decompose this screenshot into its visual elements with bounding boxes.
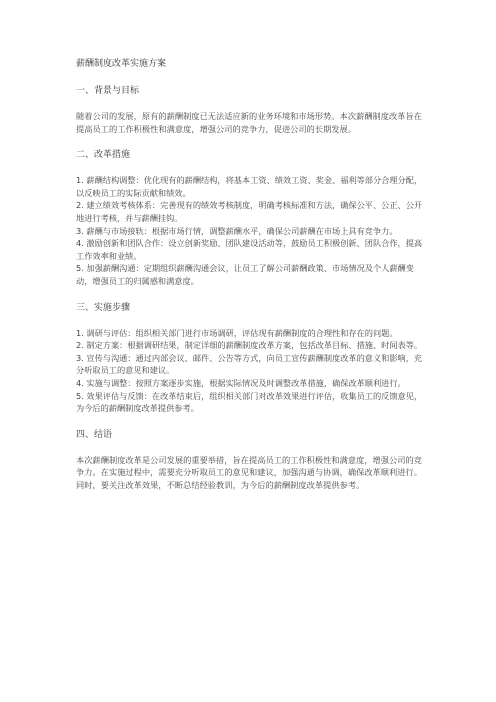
document-body (76, 58, 428, 505)
section-heading: 一、背景与目标 (76, 86, 140, 96)
section-heading: 三、实施步骤 (76, 302, 131, 313)
list-item: 3. 薪酬与市场接轨：根据市场行情，调整薪酬水平，确保公司薪酬在市场上具有竞争力。 (76, 225, 398, 236)
section-conclusion (76, 429, 428, 492)
section-paragraph: 本次薪酬制度改革是公司发展的重要举措，旨在提高员工的工作积极性和满意度，增强公司的竞争力。在实施过程中，需要充分听取员工的意见和建议，加强沟通与协调，确保改革顺利进行。同时，要关注改革效果，不断总结经验教训，为今后的薪酬制度改革提供参考。 (76, 454, 422, 490)
section-heading: 四、结语 (76, 429, 113, 440)
list-item: 1. 调研与评估：组织相关部门进行市场调研，评估现有薪酬制度的合理性和存在的问题。 (76, 327, 398, 338)
section-paragraph: 随着公司的发展，原有的薪酬制度已无法适应新的业务环境和市场形势。本次薪酬制度改革旨在提高员工的工作积极性和满意度，增强公司的竞争力，促进公司的长期发展。 (76, 111, 422, 134)
list-item: 2. 建立绩效考核体系：完善现有的绩效考核制度，明确考核标准和方法，确保公平、公正、公开地进行考核，并与薪酬挂钩。 (76, 200, 423, 223)
section-background (76, 85, 428, 135)
section-measures (76, 149, 428, 287)
list-item: 2. 制定方案：根据调研结果，制定详细的薪酬制度改革方案，包括改革目标、措施、时间表等。 (76, 340, 423, 351)
section-heading: 二、改革措施 (76, 150, 131, 161)
list-item: 4. 激励创新和团队合作：设立创新奖励、团队建设活动等，鼓励员工积极创新、团队合作，提高工作效率和业绩。 (76, 238, 423, 261)
list-item: 4. 实施与调整：按照方案逐步实施，根据实际情况及时调整改革措施，确保改革顺利进行。 (76, 377, 406, 388)
list-item: 3. 宣传与沟通：通过内部会议、邮件、公告等方式，向员工宣传薪酬制度改革的意义和影响，充分听取员工的意见和建议。 (76, 352, 423, 376)
list-item: 5. 效果评估与反馈：在改革结束后，组织相关部门对改革效果进行评估，收集员工的反馈意见，为今后的薪酬制度改革提供参考。 (76, 390, 423, 414)
section-steps (76, 302, 428, 415)
document-title: 薪酬制度改革实施方案 (76, 59, 167, 69)
list-item: 1. 薪酬结构调整：优化现有的薪酬结构，将基本工资、绩效工资、奖金、福利等部分合理分配，以反映员工的实际贡献和绩效。 (76, 175, 423, 198)
list-item: 5. 加强薪酬沟通：定期组织薪酬沟通会议，让员工了解公司薪酬政策、市场情况及个人薪酬变动，增强员工的归属感和满意度。 (76, 263, 414, 286)
